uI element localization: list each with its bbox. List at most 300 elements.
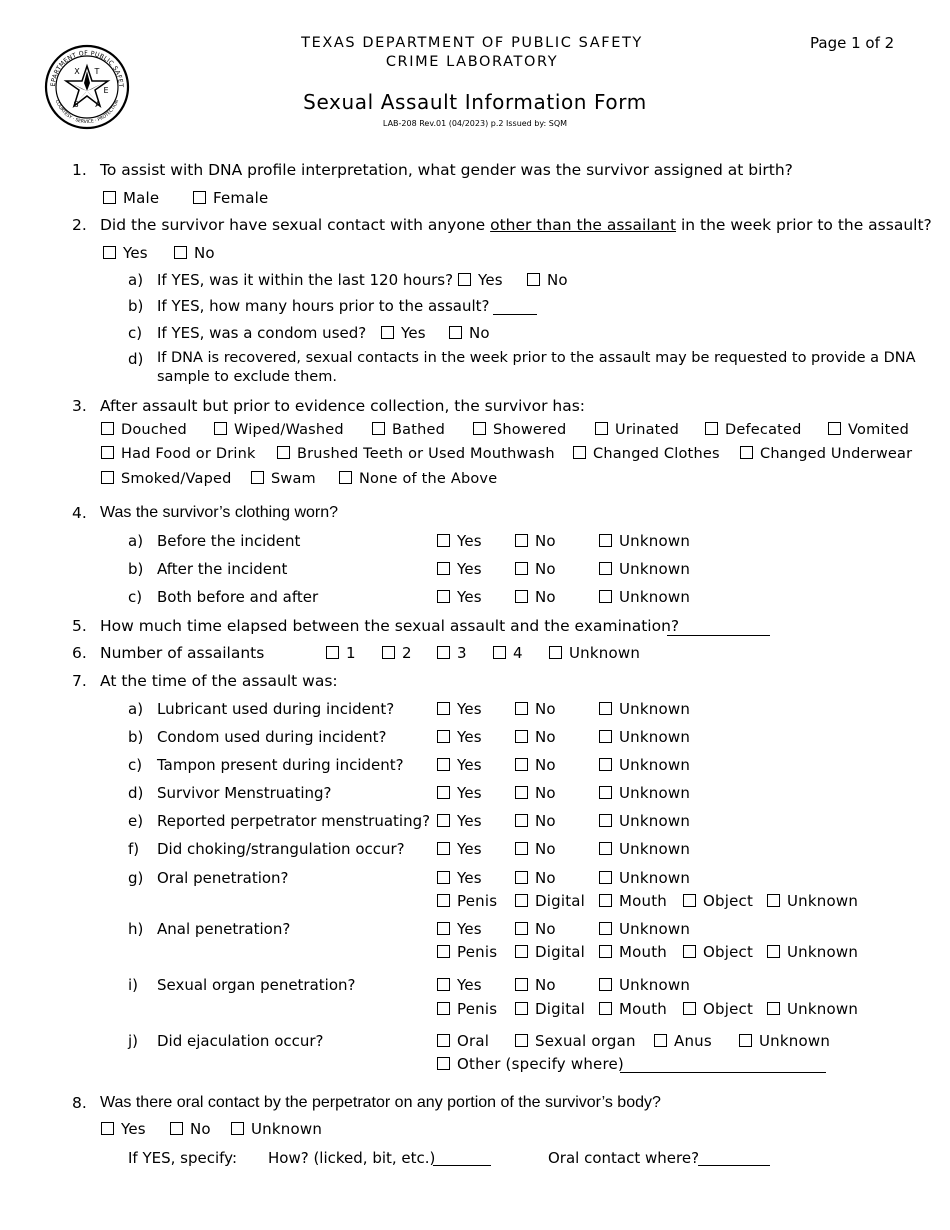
q7i-pen-option-unknown[interactable] <box>767 1000 858 1018</box>
option-label: Yes <box>457 784 482 802</box>
q7h-pen-option-digital[interactable] <box>515 943 585 961</box>
option-label: No <box>535 728 556 746</box>
q2-option-yes[interactable] <box>103 244 148 262</box>
checkbox[interactable] <box>458 273 471 286</box>
checkbox[interactable] <box>549 646 562 659</box>
q3-option[interactable] <box>372 422 445 438</box>
option-label: No <box>535 784 556 802</box>
seal-top-text: EPARTMENT OF PUBLIC SAFET <box>49 49 125 88</box>
q7b-option-unknown[interactable] <box>599 728 690 746</box>
checkbox[interactable] <box>251 471 264 484</box>
q7d-label: d) <box>128 784 144 802</box>
checkbox[interactable] <box>767 894 780 907</box>
checkbox[interactable] <box>515 730 528 743</box>
checkbox[interactable] <box>515 842 528 855</box>
option-label: Yes <box>123 244 148 262</box>
option-label: No <box>194 244 215 262</box>
q7h-option-unknown[interactable] <box>599 920 690 938</box>
checkbox[interactable] <box>683 1002 696 1015</box>
q8-option-no[interactable] <box>170 1120 211 1138</box>
q7a-option-unknown[interactable] <box>599 700 690 718</box>
checkbox[interactable] <box>654 1034 667 1047</box>
option-label: Unknown <box>619 869 691 887</box>
q2-number: 2. <box>72 216 87 234</box>
q4a-option-no[interactable] <box>515 532 556 550</box>
q6-text: Number of assailants <box>100 644 265 662</box>
q2c-option-yes[interactable] <box>381 324 426 342</box>
checkbox[interactable] <box>515 978 528 991</box>
q2-text-pre: Did the survivor have sexual contact with anyone <box>100 216 491 234</box>
checkbox[interactable] <box>437 758 450 771</box>
q7i-option-yes[interactable] <box>437 976 482 994</box>
option-label: No <box>535 920 556 938</box>
q4a-option-yes[interactable] <box>437 532 482 550</box>
option-label: Unknown <box>619 812 691 830</box>
q4-text: Was the survivor’s clothing worn? <box>100 504 339 521</box>
checkbox[interactable] <box>705 422 718 435</box>
option-label: Female <box>213 189 269 207</box>
seal-bottom-text: COURTESY · SERVICE · PROTECTION <box>53 99 121 126</box>
checkbox[interactable] <box>381 326 394 339</box>
checkbox[interactable] <box>599 842 612 855</box>
q7j-other-field[interactable] <box>620 1057 826 1073</box>
checkbox[interactable] <box>437 786 450 799</box>
q2d-text-line1: If DNA is recovered, sexual contacts in the week prior to the assault may be requested to provide a DNA <box>157 350 916 366</box>
checkbox[interactable] <box>437 702 450 715</box>
q7-text: At the time of the assault was: <box>100 672 338 690</box>
option-label: Mouth <box>619 892 668 910</box>
checkbox[interactable] <box>101 422 114 435</box>
q7h-label: h) <box>128 920 144 938</box>
option-label: No <box>190 1120 211 1138</box>
q7d-option-yes[interactable] <box>437 784 482 802</box>
q8-where-label: Oral contact where? <box>548 1149 700 1167</box>
q7j-option-other[interactable] <box>437 1055 624 1073</box>
q3-option[interactable] <box>740 446 912 462</box>
q8-where-field[interactable] <box>698 1150 770 1166</box>
checkbox[interactable] <box>493 646 506 659</box>
q7j-option-unknown[interactable] <box>739 1032 830 1050</box>
checkbox[interactable] <box>214 422 227 435</box>
q4b-label: b) <box>128 560 144 578</box>
checkbox[interactable] <box>437 1002 450 1015</box>
checkbox[interactable] <box>599 894 612 907</box>
q4c-label: c) <box>128 588 143 606</box>
q7i-option-no[interactable] <box>515 976 556 994</box>
q4a-option-unknown[interactable] <box>599 532 690 550</box>
q7e-option-yes[interactable] <box>437 812 482 830</box>
option-label: 3 <box>457 644 467 662</box>
q3-option[interactable] <box>595 422 679 438</box>
seal-letter: E <box>103 86 109 95</box>
option-label: Mouth <box>619 1000 668 1018</box>
q3-number: 3. <box>72 397 87 415</box>
q7e-label: e) <box>128 812 144 830</box>
option-label: No <box>547 271 568 289</box>
checkbox[interactable] <box>599 758 612 771</box>
option-label: No <box>535 560 556 578</box>
q7g-pen-option-unknown[interactable] <box>767 892 858 910</box>
q7f-text: Did choking/strangulation occur? <box>157 840 405 858</box>
q3-option[interactable] <box>573 446 720 462</box>
q7g-pen-option-digital[interactable] <box>515 892 585 910</box>
q7a-option-yes[interactable] <box>437 700 482 718</box>
q2c-text: If YES, was a condom used? <box>157 324 367 342</box>
q7j-option-anus[interactable] <box>654 1032 712 1050</box>
option-label: Object <box>703 892 754 910</box>
q2-option-no[interactable] <box>174 244 215 262</box>
q4c-option-no[interactable] <box>515 588 556 606</box>
q7b-option-no[interactable] <box>515 728 556 746</box>
q5-time-field[interactable] <box>667 620 770 636</box>
q4c-text: Both before and after <box>157 588 319 606</box>
checkbox[interactable] <box>599 786 612 799</box>
option-label: Brushed Teeth or Used Mouthwash <box>297 446 555 462</box>
option-label: No <box>469 324 490 342</box>
q4b-option-yes[interactable] <box>437 560 482 578</box>
option-label: Changed Clothes <box>593 446 720 462</box>
q7g-pen-option-object[interactable] <box>683 892 753 910</box>
q2b-text: If YES, how many hours prior to the assault? <box>157 297 490 315</box>
q7h-pen-option-object[interactable] <box>683 943 753 961</box>
q7j-option-oral[interactable] <box>437 1032 489 1050</box>
q7f-option-yes[interactable] <box>437 840 482 858</box>
option-label: Defecated <box>725 422 802 438</box>
q8-text: Was there oral contact by the perpetrator on any portion of the survivor’s body? <box>100 1094 661 1111</box>
checkbox[interactable] <box>573 446 586 459</box>
option-label: Yes <box>478 271 503 289</box>
page-number: Page 1 of 2 <box>810 34 895 52</box>
q5-text: How much time elapsed between the sexual assault and the examination? <box>100 617 680 635</box>
q8-how-field[interactable] <box>433 1150 491 1166</box>
q7i-pen-option-penis[interactable] <box>437 1000 497 1018</box>
q1-option-male[interactable] <box>103 189 159 207</box>
q2b-label: b) <box>128 297 144 315</box>
q7i-label: i) <box>128 976 139 994</box>
checkbox[interactable] <box>437 1057 450 1070</box>
option-label: No <box>535 869 556 887</box>
checkbox[interactable] <box>683 945 696 958</box>
option-label: Sexual organ <box>535 1032 636 1050</box>
q1-number: 1. <box>72 161 87 179</box>
option-label: Digital <box>535 892 586 910</box>
seal-letter: T <box>94 67 100 76</box>
q7i-option-unknown[interactable] <box>599 976 690 994</box>
checkbox[interactable] <box>437 646 450 659</box>
checkbox[interactable] <box>599 922 612 935</box>
q7j-label: j) <box>128 1032 139 1050</box>
q7f-option-no[interactable] <box>515 840 556 858</box>
seal-letter: X <box>74 67 80 76</box>
option-label: Had Food or Drink <box>121 446 256 462</box>
q2d-text-line2: sample to exclude them. <box>157 369 337 385</box>
q7e-text: Reported perpetrator menstruating? <box>157 812 431 830</box>
option-label: Mouth <box>619 943 668 961</box>
checkbox[interactable] <box>326 646 339 659</box>
option-label: Yes <box>457 869 482 887</box>
option-label: Unknown <box>619 840 691 858</box>
q7g-pen-option-penis[interactable] <box>437 892 497 910</box>
option-label: Unknown <box>787 943 859 961</box>
q7b-label: b) <box>128 728 144 746</box>
q3-option[interactable] <box>277 446 555 462</box>
checkbox[interactable] <box>437 730 450 743</box>
checkbox[interactable] <box>683 894 696 907</box>
checkbox[interactable] <box>372 422 385 435</box>
q3-text: After assault but prior to evidence collection, the survivor has: <box>100 397 585 415</box>
checkbox[interactable] <box>599 978 612 991</box>
checkbox[interactable] <box>515 945 528 958</box>
q3-option[interactable] <box>101 446 256 462</box>
option-label: Unknown <box>759 1032 831 1050</box>
q6-option-1[interactable] <box>326 644 356 662</box>
q7d-option-unknown[interactable] <box>599 784 690 802</box>
checkbox[interactable] <box>437 534 450 547</box>
q7c-text: Tampon present during incident? <box>157 756 404 774</box>
q8-option-unknown[interactable] <box>231 1120 322 1138</box>
q2-text <box>100 216 932 234</box>
q7b-option-yes[interactable] <box>437 728 482 746</box>
q7e-option-unknown[interactable] <box>599 812 690 830</box>
q7d-option-no[interactable] <box>515 784 556 802</box>
option-label: Unknown <box>619 532 691 550</box>
option-label: Changed Underwear <box>760 446 913 462</box>
checkbox[interactable] <box>437 562 450 575</box>
option-label: Other (specify where) <box>457 1055 624 1073</box>
q7g-option-no[interactable] <box>515 869 556 887</box>
q7i-pen-option-object[interactable] <box>683 1000 753 1018</box>
option-label: Yes <box>401 324 426 342</box>
checkbox[interactable] <box>515 1002 528 1015</box>
q4c-option-yes[interactable] <box>437 588 482 606</box>
checkbox[interactable] <box>599 702 612 715</box>
q1-option-female[interactable] <box>193 189 268 207</box>
checkbox[interactable] <box>437 894 450 907</box>
option-label: Smoked/Vaped <box>121 471 232 487</box>
option-label: Object <box>703 1000 754 1018</box>
checkbox[interactable] <box>437 1034 450 1047</box>
q3-option[interactable] <box>705 422 802 438</box>
lab-name: CRIME LABORATORY <box>385 54 559 70</box>
option-label: Unknown <box>619 700 691 718</box>
option-label: Wiped/Washed <box>234 422 344 438</box>
q2-text-post: in the week prior to the assault? <box>676 216 932 234</box>
q7-number: 7. <box>72 672 87 690</box>
checkbox[interactable] <box>437 945 450 958</box>
option-label: Yes <box>457 532 482 550</box>
q7h-option-no[interactable] <box>515 920 556 938</box>
option-label: Yes <box>457 728 482 746</box>
q7h-pen-option-mouth[interactable] <box>599 943 667 961</box>
q7a-text: Lubricant used during incident? <box>157 700 395 718</box>
checkbox[interactable] <box>437 871 450 884</box>
checkbox[interactable] <box>515 814 528 827</box>
option-label: Unknown <box>569 644 641 662</box>
q7h-pen-option-penis[interactable] <box>437 943 497 961</box>
option-label: Showered <box>493 422 567 438</box>
option-label: Yes <box>457 812 482 830</box>
checkbox[interactable] <box>767 1002 780 1015</box>
q3-option[interactable] <box>473 422 566 438</box>
q2c-option-no[interactable] <box>449 324 490 342</box>
q7f-option-unknown[interactable] <box>599 840 690 858</box>
q4c-option-unknown[interactable] <box>599 588 690 606</box>
checkbox[interactable] <box>527 273 540 286</box>
checkbox[interactable] <box>599 730 612 743</box>
option-label: Unknown <box>787 1000 859 1018</box>
checkbox[interactable] <box>101 446 114 459</box>
option-label: Penis <box>457 892 498 910</box>
checkbox[interactable] <box>231 1122 244 1135</box>
q7i-pen-option-mouth[interactable] <box>599 1000 667 1018</box>
option-label: Yes <box>457 560 482 578</box>
q4b-option-unknown[interactable] <box>599 560 690 578</box>
q7h-option-yes[interactable] <box>437 920 482 938</box>
checkbox[interactable] <box>515 922 528 935</box>
checkbox[interactable] <box>515 871 528 884</box>
checkbox[interactable] <box>473 422 486 435</box>
checkbox[interactable] <box>515 590 528 603</box>
checkbox[interactable] <box>599 1002 612 1015</box>
q7b-text: Condom used during incident? <box>157 728 387 746</box>
q3-option[interactable] <box>101 471 232 487</box>
checkbox[interactable] <box>599 814 612 827</box>
checkbox[interactable] <box>740 446 753 459</box>
option-label: Douched <box>121 422 187 438</box>
q7g-option-yes[interactable] <box>437 869 482 887</box>
checkbox[interactable] <box>599 534 612 547</box>
q2c-label: c) <box>128 324 143 342</box>
checkbox[interactable] <box>437 814 450 827</box>
checkbox[interactable] <box>767 945 780 958</box>
checkbox[interactable] <box>382 646 395 659</box>
checkbox[interactable] <box>101 471 114 484</box>
option-label: None of the Above <box>359 471 498 487</box>
q7i-pen-option-digital[interactable] <box>515 1000 585 1018</box>
option-label: 1 <box>346 644 356 662</box>
q7j-text: Did ejaculation occur? <box>157 1032 324 1050</box>
q3-option[interactable] <box>101 422 187 438</box>
checkbox[interactable] <box>103 191 116 204</box>
checkbox[interactable] <box>437 590 450 603</box>
checkbox[interactable] <box>515 534 528 547</box>
option-label: Male <box>123 189 160 207</box>
q6-option-4[interactable] <box>493 644 523 662</box>
option-label: No <box>535 840 556 858</box>
option-label: No <box>535 700 556 718</box>
checkbox[interactable] <box>599 945 612 958</box>
q7g-option-unknown[interactable] <box>599 869 690 887</box>
q4-number: 4. <box>72 504 87 522</box>
q3-option[interactable] <box>251 471 316 487</box>
checkbox[interactable] <box>339 471 352 484</box>
q7e-option-no[interactable] <box>515 812 556 830</box>
q4a-label: a) <box>128 532 144 550</box>
checkbox[interactable] <box>437 978 450 991</box>
q7g-label: g) <box>128 869 144 887</box>
checkbox[interactable] <box>515 894 528 907</box>
checkbox[interactable] <box>599 562 612 575</box>
q2b-hours-field[interactable] <box>493 299 537 315</box>
checkbox[interactable] <box>515 786 528 799</box>
q7c-option-yes[interactable] <box>437 756 482 774</box>
q2a-option-yes[interactable] <box>458 271 503 289</box>
checkbox[interactable] <box>515 1034 528 1047</box>
q3-option[interactable] <box>339 471 497 487</box>
q7j-option-sexual-organ[interactable] <box>515 1032 636 1050</box>
q7a-option-no[interactable] <box>515 700 556 718</box>
document-code: LAB-208 Rev.01 (04/2023) p.2 Issued by: SQM <box>382 119 568 128</box>
option-label: 4 <box>513 644 523 662</box>
q3-option[interactable] <box>828 422 909 438</box>
q7c-option-unknown[interactable] <box>599 756 690 774</box>
option-label: No <box>535 532 556 550</box>
checkbox[interactable] <box>595 422 608 435</box>
option-label: Yes <box>457 756 482 774</box>
q7c-option-no[interactable] <box>515 756 556 774</box>
option-label: Digital <box>535 1000 586 1018</box>
option-label: 2 <box>402 644 412 662</box>
checkbox[interactable] <box>103 246 116 259</box>
checkbox[interactable] <box>277 446 290 459</box>
option-label: Yes <box>121 1120 146 1138</box>
q7g-text: Oral penetration? <box>157 869 289 887</box>
q5-number: 5. <box>72 617 87 635</box>
checkbox[interactable] <box>599 590 612 603</box>
q7i-text: Sexual organ penetration? <box>157 976 356 994</box>
checkbox[interactable] <box>174 246 187 259</box>
option-label: Unknown <box>619 728 691 746</box>
option-label: Yes <box>457 700 482 718</box>
q6-option-unknown[interactable] <box>549 644 640 662</box>
q6-number: 6. <box>72 644 87 662</box>
q8-number: 8. <box>72 1094 87 1112</box>
checkbox[interactable] <box>599 871 612 884</box>
q8-how-label: How? (licked, bit, etc.) <box>268 1149 436 1167</box>
checkbox[interactable] <box>437 842 450 855</box>
checkbox[interactable] <box>437 922 450 935</box>
checkbox[interactable] <box>101 1122 114 1135</box>
q6-option-3[interactable] <box>437 644 467 662</box>
checkbox[interactable] <box>449 326 462 339</box>
q8-if-yes-label: If YES, specify: <box>128 1149 238 1167</box>
q4b-option-no[interactable] <box>515 560 556 578</box>
q2a-option-no[interactable] <box>527 271 568 289</box>
option-label: Unknown <box>619 784 691 802</box>
checkbox[interactable] <box>170 1122 183 1135</box>
agency-name: TEXAS DEPARTMENT OF PUBLIC SAFETY <box>301 35 643 51</box>
option-label: Unknown <box>619 976 691 994</box>
option-label: Oral <box>457 1032 490 1050</box>
checkbox[interactable] <box>515 562 528 575</box>
option-label: Anus <box>674 1032 712 1050</box>
option-label: Unknown <box>619 920 691 938</box>
seal-letter: A <box>95 100 101 109</box>
q8-option-yes[interactable] <box>101 1120 146 1138</box>
checkbox[interactable] <box>828 422 841 435</box>
option-label: Bathed <box>392 422 446 438</box>
q7c-label: c) <box>128 756 143 774</box>
checkbox[interactable] <box>515 702 528 715</box>
q6-option-2[interactable] <box>382 644 412 662</box>
checkbox[interactable] <box>739 1034 752 1047</box>
q2a-label: a) <box>128 271 144 289</box>
q3-option[interactable] <box>214 422 344 438</box>
checkbox[interactable] <box>515 758 528 771</box>
q7h-pen-option-unknown[interactable] <box>767 943 858 961</box>
q7g-pen-option-mouth[interactable] <box>599 892 667 910</box>
checkbox[interactable] <box>193 191 206 204</box>
